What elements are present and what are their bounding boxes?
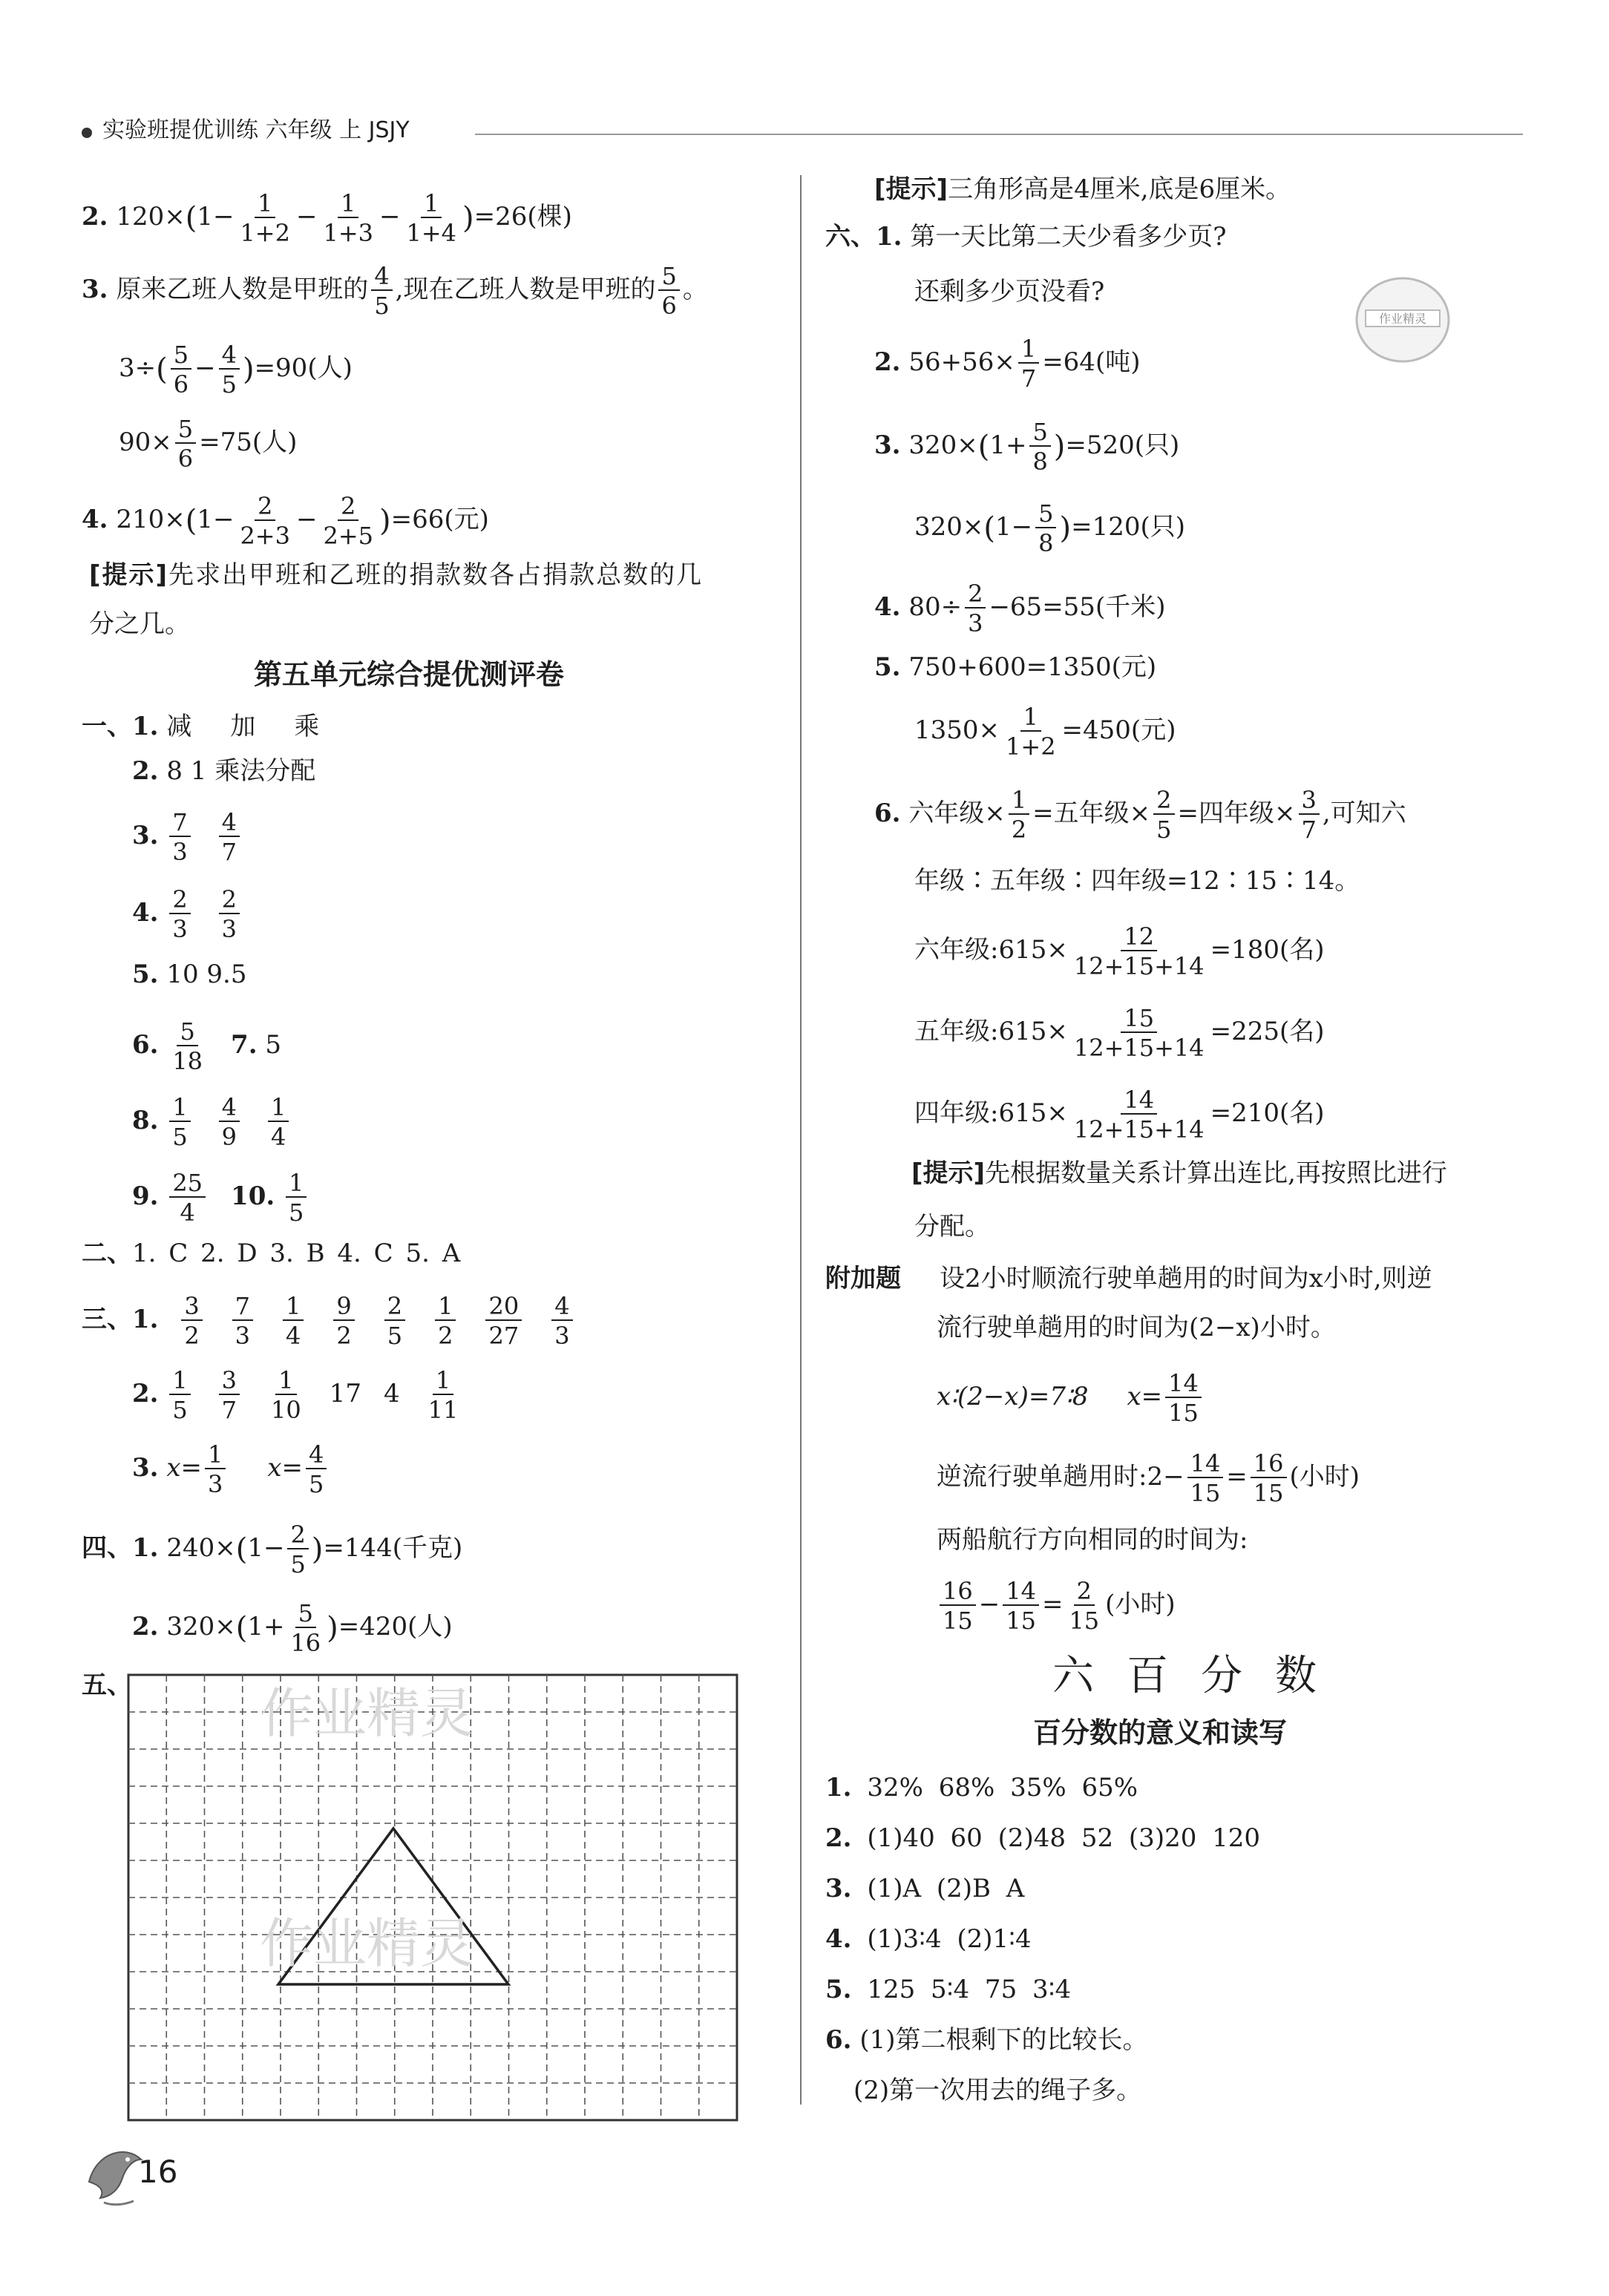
s6-q6-row1: 六年级:615× $\frac{12}{12+15+14}$ =180(名) xyxy=(914,922,1325,980)
fraction xyxy=(384,1294,405,1348)
left-q3-line2: 3÷( $\frac{5}{6}$ − $\frac{4}{5}$ )=90(人) xyxy=(119,341,353,398)
s6-q6: 6. 六年级× $\frac{1}{2}$ =五年级× $\frac{2}{5}$ =四年级× $\frac{3}{7}$ ,可知六 xyxy=(874,786,1406,844)
fraction xyxy=(333,1294,354,1348)
page-number: 16 xyxy=(138,2154,178,2190)
unit-title: 第五单元综合提优测评卷 xyxy=(254,658,565,691)
right-tip2: [提示]先根据数量关系计算出连比,再按照比进行 xyxy=(911,1158,1447,1188)
s6-q1-line2: 还剩多少页没看? xyxy=(914,277,1105,306)
s2-answers: 二、1. C 2. D 3. B 4. C 5. A xyxy=(82,1239,461,1268)
denominator: 3 xyxy=(235,1322,251,1350)
denominator: 4 xyxy=(286,1322,301,1350)
s3-q3: 3. x= $\frac{1}{3}$ x= $\frac{4}{5}$ xyxy=(132,1443,330,1496)
fraction xyxy=(551,1294,572,1348)
fraction xyxy=(181,1294,202,1348)
denominator: 2 xyxy=(184,1322,200,1350)
stamp-text: 作业精灵 xyxy=(1378,312,1427,326)
watermark-2: 作业精灵 xyxy=(260,1912,474,1975)
denominator: 3 xyxy=(554,1322,570,1350)
s1-q8: 8. $\frac{1}{5}$ $\frac{4}{9}$ $\frac{1}{4}$ xyxy=(132,1095,292,1149)
left-q4: 4. 210×(1− $\frac{2}{2+3}$ − $\frac{2}{2+5}$ )=66(元) xyxy=(82,492,489,550)
extra-line3: x∶(2−x)=7∶8 x= $\frac{14}{15}$ xyxy=(937,1371,1205,1425)
header-rule xyxy=(475,134,1523,135)
numerator: 3 xyxy=(181,1294,202,1321)
stamp-icon xyxy=(1351,272,1455,368)
numerator: 7 xyxy=(232,1294,253,1321)
denominator: 27 xyxy=(488,1322,520,1350)
chapter-title: 六百分数 xyxy=(1052,1652,1349,1700)
s6-q2: 2. 56+56× $\frac{1}{7}$ =64(吨) xyxy=(874,335,1141,393)
s6-q3: 3. 320×(1+ $\frac{5}{8}$ )=520(只) xyxy=(874,418,1180,476)
p-q6: 6. (1)第二根剩下的比较长。 xyxy=(825,2025,1148,2055)
s6-q6-line2: 年级∶五年级∶四年级=12∶15∶14。 xyxy=(914,866,1360,896)
right-tip2-line2: 分配。 xyxy=(914,1212,990,1242)
s5-label: 五、 xyxy=(82,1670,132,1700)
extra-line5: 两船航行方向相同的时间为: xyxy=(937,1525,1248,1555)
s3-q1: 三、1. $\frac{3}{2}$ $\frac{7}{3}$ $\frac{1}{4}$ $\frac{9}{2}$ $\frac{2}{5}$ $\frac{1}{2}$ $\frac{20}{27}$ $\frac{4}{3}$ xyxy=(82,1294,588,1348)
s1-q2: 2. 8 1 乘法分配 xyxy=(132,756,316,786)
extra-q: 附加题 设2小时顺流行驶单趟用的时间为x小时,则逆 xyxy=(825,1264,1432,1293)
s6-q5-line2: 1350× $\frac{1}{1+2}$ =450(元) xyxy=(914,703,1176,761)
fraction xyxy=(232,1294,253,1348)
fraction xyxy=(485,1294,522,1348)
p-q5: 5. 125 5∶4 75 3∶4 xyxy=(825,1975,1072,2004)
numerator: 9 xyxy=(333,1294,354,1321)
s1-q3: 3. $\frac{7}{3}$ $\frac{4}{7}$ xyxy=(132,810,243,864)
denominator: 2 xyxy=(336,1322,352,1350)
p-q2: 2. (1)40 60 (2)48 52 (3)20 120 xyxy=(825,1823,1261,1853)
s3-q2: 2. $\frac{1}{5}$ $\frac{3}{7}$ $\frac{1}{10}$ 17 4 $\frac{1}{11}$ xyxy=(132,1366,459,1424)
s6-q1: 六、1. 第一天比第二天少看多少页? xyxy=(825,222,1227,252)
s6-q5: 5. 750+600=1350(元) xyxy=(874,652,1157,682)
s6-q6-row3: 四年级:615× $\frac{14}{12+15+14}$ =210(名) xyxy=(914,1086,1325,1144)
numerator: 4 xyxy=(551,1294,572,1321)
watermark-1: 作业精灵 xyxy=(260,1682,474,1745)
fraction xyxy=(283,1294,304,1348)
header-title: 实验班提优训练 六年级 上 JSJY xyxy=(102,117,410,143)
extra-line4: 逆流行驶单趟用时:2− $\frac{14}{15}$ = $\frac{16}{15}$ (小时) xyxy=(937,1449,1360,1507)
denominator: 5 xyxy=(387,1322,403,1350)
left-tip: [提示]先求出甲班和乙班的捐款数各占捐款总数的几 xyxy=(89,560,704,590)
section-title: 百分数的意义和读写 xyxy=(1033,1716,1288,1749)
numerator: 1 xyxy=(283,1294,304,1321)
s1-q1: 一、1. 减 加 乘 xyxy=(82,712,320,741)
p-q1: 1. 32% 68% 35% 65% xyxy=(825,1773,1138,1803)
left-q3: 3. 原来乙班人数是甲班的 $\frac{4}{5}$ ,现在乙班人数是甲班的 $\frac{5}{6}$ 。 xyxy=(82,262,708,320)
s4-q1: 四、1. 240×(1− $\frac{2}{5}$ )=144(千克) xyxy=(82,1521,463,1578)
left-q2: 2. 120×(1− $\frac{1}{1+2}$ − $\frac{1}{1+3}$ − $\frac{1}{1+4}$ )=26(棵) xyxy=(82,189,572,247)
extra-line6: $\frac{16}{15}$ − $\frac{14}{15}$ = $\frac{2}{15}$ (小时) xyxy=(937,1579,1176,1633)
s1-q6: 6. $\frac{5}{18}$ 7. 5 xyxy=(132,1017,281,1075)
s6-q3-line2: 320×(1− $\frac{5}{8}$ )=120(只) xyxy=(914,499,1186,557)
column-divider xyxy=(800,175,802,2105)
numerator: 2 xyxy=(384,1294,405,1321)
extra-line2: 流行驶单趟用的时间为(2−x)小时。 xyxy=(937,1313,1336,1342)
header-dot xyxy=(82,128,92,138)
fraction xyxy=(435,1294,456,1348)
left-q3-line3: 90× $\frac{5}{6}$ =75(人) xyxy=(119,415,298,473)
s1-q4: 4. $\frac{2}{3}$ $\frac{2}{3}$ xyxy=(132,888,243,941)
p-q4: 4. (1)3∶4 (2)1∶4 xyxy=(825,1924,1032,1954)
numerator: 20 xyxy=(485,1294,522,1321)
s4-q2: 2. 320×(1+ $\frac{5}{16}$ )=420(人) xyxy=(132,1599,453,1657)
p-q3: 3. (1)A (2)B A xyxy=(825,1874,1025,1903)
s1-q9: 9. $\frac{25}{4}$ 10. $\frac{1}{5}$ xyxy=(132,1171,309,1224)
numerator: 1 xyxy=(435,1294,456,1321)
denominator: 2 xyxy=(438,1322,453,1350)
right-tip1: [提示]三角形高是4厘米,底是6厘米。 xyxy=(874,174,1291,204)
s1-q5: 5. 10 9.5 xyxy=(132,960,247,989)
grid-figure xyxy=(126,1673,742,2125)
left-tip-line2: 分之几。 xyxy=(89,609,190,639)
s6-q6-row2: 五年级:615× $\frac{15}{12+15+14}$ =225(名) xyxy=(914,1004,1325,1062)
p-q6-line2: (2)第一次用去的绳子多。 xyxy=(853,2076,1142,2105)
s6-q4: 4. 80÷ $\frac{2}{3}$ −65=55(千米) xyxy=(874,580,1166,637)
